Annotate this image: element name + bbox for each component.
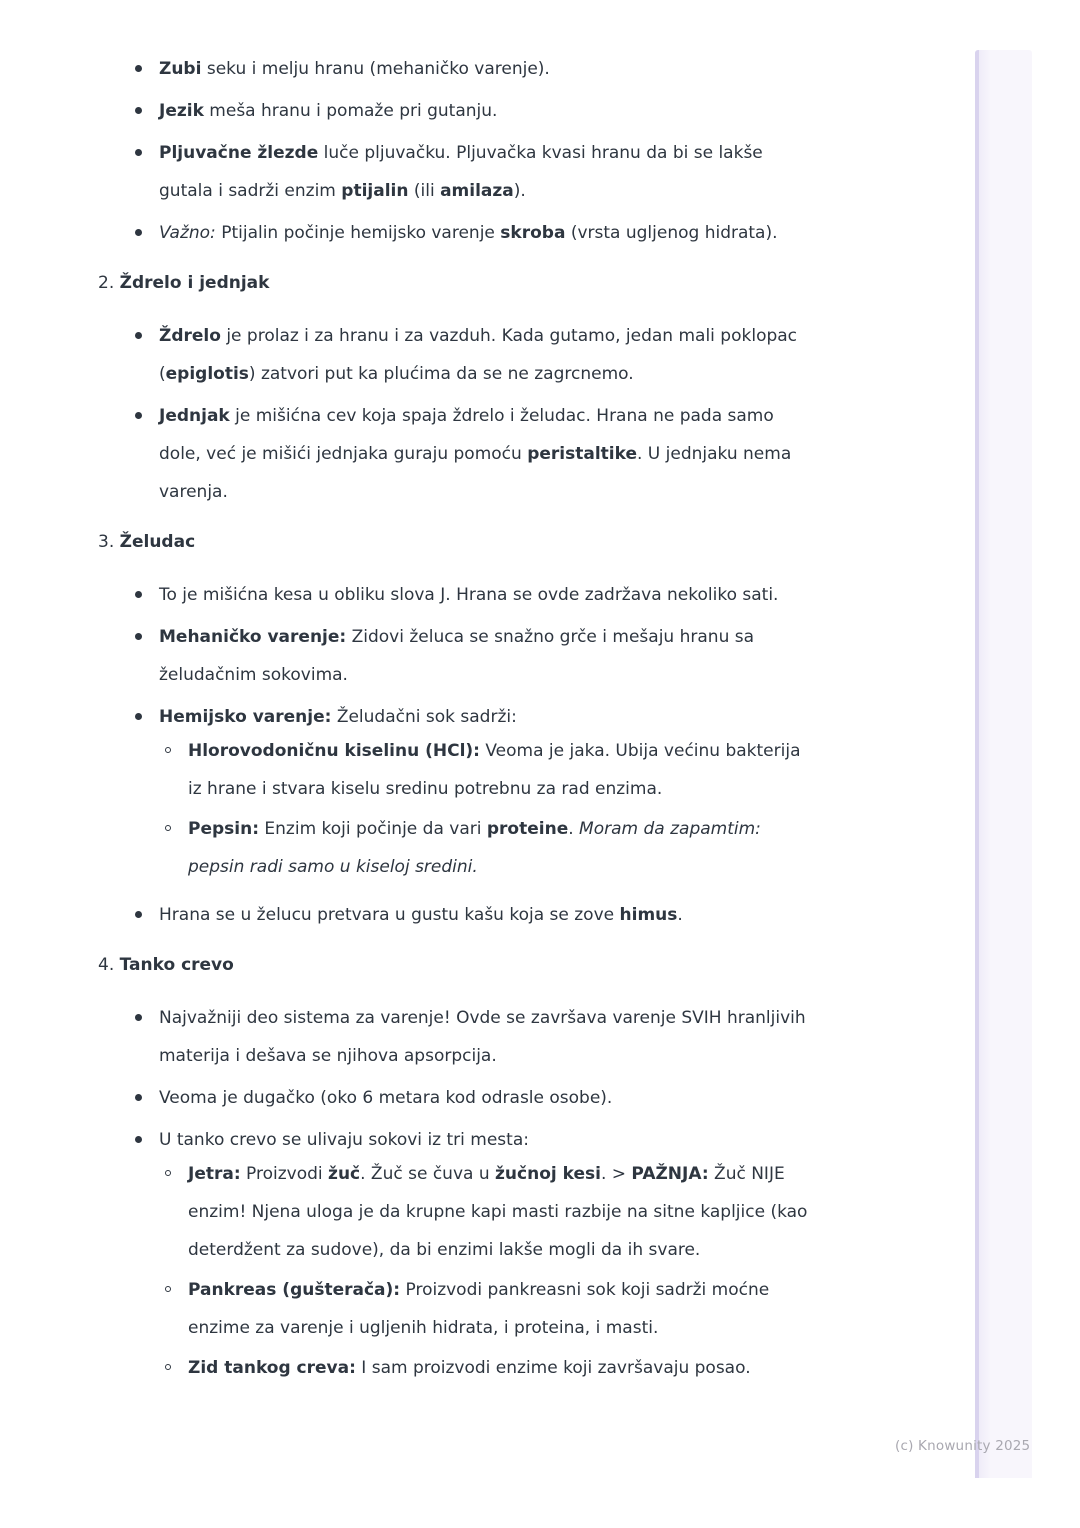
list-item <box>98 732 818 808</box>
list-item <box>98 397 818 511</box>
section-heading <box>98 264 818 302</box>
list-item <box>98 1271 818 1347</box>
list-item <box>98 134 818 210</box>
text-segment: . U jednjaku nema varenja. <box>159 444 792 502</box>
text-segment: je mišićna cev koja spaja ždrelo i želudac. Hrana ne pada samo dole, već je mišići jednjaka guraju pomoću <box>159 406 774 464</box>
text-segment: Pepsin: <box>188 819 260 839</box>
bullet-icon <box>135 65 142 72</box>
bullet-icon <box>135 1136 142 1143</box>
list-item-text <box>159 1079 818 1117</box>
list-item <box>98 92 818 130</box>
list-item <box>98 1349 818 1387</box>
list-item <box>98 317 818 393</box>
bullet-icon <box>135 229 142 236</box>
text-segment: Veoma je dugačko (oko 6 metara kod odrasle osobe). <box>159 1088 613 1108</box>
bullet-icon <box>135 591 142 598</box>
text-segment: žuč <box>328 1164 361 1184</box>
bullet-icon <box>135 633 142 640</box>
bullet-icon <box>135 1014 142 1021</box>
section-number: 4. <box>98 955 115 975</box>
section-title: Tanko crevo <box>119 955 234 975</box>
text-segment: PAŽNJA: <box>631 1164 709 1184</box>
circle-bullet-icon <box>165 1364 171 1370</box>
text-segment: himus <box>619 905 678 925</box>
section-title: Želudac <box>119 532 196 552</box>
page-edge-stripe <box>975 50 1032 1478</box>
text-segment: seku i melju hranu (mehaničko varenje). <box>201 59 550 79</box>
list-item-text <box>188 810 818 886</box>
text-segment: Zidovi želuca se snažno grče i mešaju hranu sa želudačnim sokovima. <box>159 627 755 685</box>
text-segment: Pljuvačne žlezde <box>159 143 319 163</box>
text-segment: U tanko crevo se ulivaju sokovi iz tri mesta: <box>159 1130 529 1150</box>
list-item-text <box>159 50 818 88</box>
circle-bullet-icon <box>165 1170 171 1176</box>
text-segment: epiglotis <box>165 364 249 384</box>
list-item <box>98 618 818 694</box>
text-segment: Veoma je jaka. Ubija većinu bakterija iz hrane i stvara kiselu sredinu potrebnu za rad enzima. <box>188 741 801 799</box>
section-number: 3. <box>98 532 115 552</box>
list-item <box>98 999 818 1075</box>
list-item <box>98 1121 818 1159</box>
text-segment: Jezik <box>159 101 204 121</box>
text-segment: skroba <box>500 223 566 243</box>
list-item-text <box>159 618 818 694</box>
text-segment: ) zatvori put ka plućima da se ne zagrcnemo. <box>248 364 634 384</box>
list-item-text <box>159 92 818 130</box>
text-segment: je prolaz i za hranu i za vazduh. Kada gutamo, jedan mali poklopac ( <box>159 326 798 384</box>
text-segment: Mehaničko varenje: <box>159 627 347 647</box>
text-segment: ptijalin <box>341 181 409 201</box>
text-segment: Hlorovodoničnu kiselinu (HCl): <box>188 741 480 761</box>
circle-bullet-icon <box>165 825 171 831</box>
list-item <box>98 1155 818 1269</box>
text-segment: Moram da zapamtim: pepsin radi samo u kiseloj sredini. <box>188 819 761 877</box>
text-segment: peristaltike <box>527 444 637 464</box>
text-segment: To je mišićna kesa u obliku slova J. Hrana se ovde zadržava nekoliko sati. <box>159 585 779 605</box>
text-segment: Želudačni sok sadrži: <box>331 707 517 727</box>
document-content <box>98 50 818 1389</box>
list-item-text <box>188 732 818 808</box>
list-item <box>98 576 818 614</box>
text-segment: žučnoj kesi <box>495 1164 601 1184</box>
text-segment: Proizvodi <box>240 1164 329 1184</box>
text-segment: ). <box>513 181 526 201</box>
list-item-text <box>159 698 818 736</box>
list-item <box>98 50 818 88</box>
section-number: 2. <box>98 273 115 293</box>
list-item <box>98 214 818 252</box>
bullet-icon <box>135 149 142 156</box>
circle-bullet-icon <box>165 747 171 753</box>
text-segment: . Žuč se čuva u <box>360 1164 496 1184</box>
list-item-text <box>159 896 818 934</box>
list-item <box>98 810 818 886</box>
text-segment: Žuč NIJE enzim! Njena uloga je da krupne kapi masti razbije na sitne kapljice (kao deterdžent za sudove), da bi enzimi lakše mogli da ih svare. <box>188 1164 808 1260</box>
section-heading <box>98 523 818 561</box>
list-item-text <box>159 576 818 614</box>
bullet-icon <box>135 713 142 720</box>
copyright-watermark: (c) Knowunity 2025 <box>895 1438 1031 1454</box>
bullet-icon <box>135 107 142 114</box>
text-segment: . > <box>600 1164 632 1184</box>
text-segment: Jednjak <box>159 406 230 426</box>
text-segment: meša hranu i pomaže pri gutanju. <box>203 101 498 121</box>
list-item-text <box>159 1121 818 1159</box>
text-segment: proteine <box>486 819 569 839</box>
text-segment: . <box>568 819 580 839</box>
list-item-text <box>188 1349 818 1387</box>
text-segment: (vrsta ugljenog hidrata). <box>565 223 778 243</box>
text-segment: Proizvodi pankreasni sok koji sadrži moćne enzime za varenje i ugljenih hidrata, i proteina, i masti. <box>188 1280 770 1338</box>
list-item-text <box>159 134 818 210</box>
text-segment: Ždrelo <box>159 326 221 346</box>
list-item-text <box>159 999 818 1075</box>
text-segment: Jetra: <box>188 1164 241 1184</box>
bullet-icon <box>135 332 142 339</box>
bullet-icon <box>135 412 142 419</box>
section-title: Ždrelo i jednjak <box>119 273 270 293</box>
list-item-text <box>159 214 818 252</box>
text-segment: . <box>677 905 683 925</box>
list-item <box>98 1079 818 1117</box>
text-segment: Zid tankog creva: <box>188 1358 356 1378</box>
list-item-text <box>159 397 818 511</box>
text-segment: I sam proizvodi enzime koji završavaju posao. <box>355 1358 751 1378</box>
list-item-text <box>159 317 818 393</box>
text-segment: Enzim koji počinje da vari <box>259 819 487 839</box>
bullet-icon <box>135 911 142 918</box>
list-item <box>98 896 818 934</box>
text-segment: Zubi <box>159 59 202 79</box>
text-segment: Važno: <box>159 223 216 243</box>
text-segment: Pankreas (gušterača): <box>188 1280 401 1300</box>
text-segment: luče pljuvačku. Pljuvačka kvasi hranu da bi se lakše gutala i sadrži enzim <box>159 143 763 201</box>
text-segment: Hrana se u želucu pretvara u gustu kašu koja se zove <box>159 905 620 925</box>
text-segment: Najvažniji deo sistema za varenje! Ovde se završava varenje SVIH hranljivih materija i dešava se njihova apsorpcija. <box>159 1008 806 1066</box>
list-item <box>98 698 818 736</box>
bullet-icon <box>135 1094 142 1101</box>
circle-bullet-icon <box>165 1286 171 1292</box>
list-item-text <box>188 1155 818 1269</box>
text-segment: Hemijsko varenje: <box>159 707 332 727</box>
text-segment: Ptijalin počinje hemijsko varenje <box>215 223 501 243</box>
text-segment: amilaza <box>440 181 514 201</box>
section-heading <box>98 946 818 984</box>
list-item-text <box>188 1271 818 1347</box>
text-segment: (ili <box>408 181 441 201</box>
